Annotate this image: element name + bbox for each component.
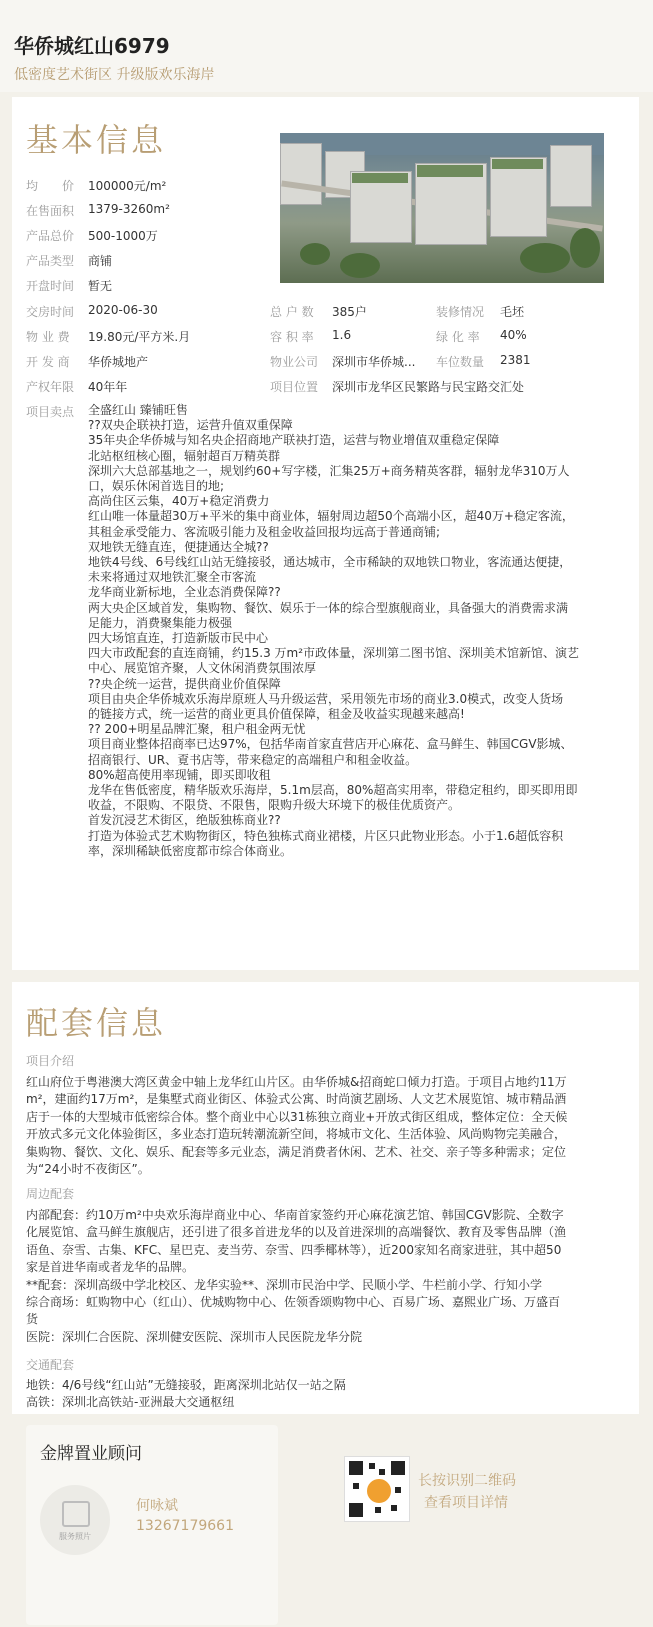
field-value-green-ratio: 40% — [500, 328, 527, 342]
selling-line: 四大市政配套的直连商铺，约15.3 万m²市政体量，深圳第二图书馆、深圳美术馆新馆、演艺 — [88, 646, 580, 661]
selling-line: 口，娱乐休闲首选目的地; — [88, 479, 225, 494]
selling-line: 其租金承受能力、客流吸引能力及租金收益回报均远高于普通商铺; — [88, 524, 441, 539]
selling-line: 全盛红山 臻铺旺售 — [88, 403, 188, 417]
intro-line: 为“24小时不夜街区”。 — [26, 1162, 150, 1177]
nearby-line: 货 — [26, 1312, 39, 1327]
transport-line: 地铁：4/6号线“红山站”无缝接驳，距离深圳北站仅一站之隔 — [26, 1378, 346, 1392]
nearby-text — [26, 1207, 626, 1346]
consultant-phone[interactable]: 13267179661 — [136, 1518, 234, 1534]
field-label: 均 价 — [26, 179, 75, 193]
field-label: 产品类型 — [26, 254, 75, 268]
field-value-total: 500-1000万 — [88, 229, 158, 243]
qr-hint-line1: 长按识别二维码 — [418, 1473, 516, 1489]
basic-info-title: 基本信息 — [26, 121, 167, 159]
transport-label: 交通配套 — [26, 1358, 75, 1372]
selling-line: 深圳六大总部基地之一，规划约60+写字楼，汇集25万+商务精英客群，辐射龙华310万人 — [88, 463, 570, 478]
nearby-line: 综合商场：虹购物中心（红山）、优城购物中心、佐领香颂购物中心、百易广场、嘉熙业广场、万盛百 — [26, 1295, 561, 1310]
page-title: 华侨城红山6979 — [14, 34, 170, 58]
project-photo — [280, 133, 604, 283]
field-value-delivery: 2020-06-30 — [88, 303, 158, 317]
basic-info-card — [12, 97, 639, 970]
avatar[interactable] — [40, 1485, 110, 1555]
field-value-price: 100000元/m² — [88, 179, 167, 193]
intro-text — [26, 1074, 626, 1178]
field-label: 产权年限 — [26, 380, 75, 394]
field-value-type: 商铺 — [88, 254, 113, 268]
field-value-fee: 19.80元/平方米.月 — [88, 330, 191, 344]
intro-line: 红山府位于粤港澳大湾区黄金中轴上龙华红山片区。由华侨城&招商蛇口倾力打造。于项目占地约11万 — [26, 1075, 567, 1089]
field-value-households: 385户 — [332, 305, 367, 319]
field-value-decoration: 毛坯 — [500, 305, 525, 319]
nearby-line: **配套：深圳高级中学北校区、龙华实验**、深圳市民治中学、民顺小学、牛栏前小学、行知小学 — [26, 1277, 543, 1292]
selling-line: 双地铁无缝直连，便捷通达全城?? — [88, 539, 269, 554]
avatar-caption: 服务照片 — [59, 1532, 91, 1541]
field-value-developer: 华侨城地产 — [88, 355, 149, 369]
field-label: 容 积 率 — [270, 330, 314, 344]
selling-points-text — [88, 403, 610, 859]
consultant-card[interactable] — [26, 1425, 278, 1625]
field-value-property-company: 深圳市华侨城... — [332, 355, 416, 369]
page-subtitle: 低密度艺术街区 升级版欢乐海岸 — [14, 67, 215, 83]
qr-hint-line2: 查看项目详情 — [424, 1495, 508, 1511]
transport-line: 高铁：深圳北高铁站-亚洲最大交通枢纽 — [26, 1395, 235, 1410]
selling-line: ??央企统一运营，提供商业价值保障 — [88, 676, 281, 691]
field-label: 产品总价 — [26, 229, 75, 243]
field-label: 物业公司 — [270, 355, 319, 369]
selling-line: 四大场馆直连，打造新版市民中心 — [88, 631, 269, 646]
nearby-label: 周边配套 — [26, 1187, 75, 1201]
selling-line: 未来将通过双地铁汇聚全市客流 — [88, 570, 257, 585]
intro-line: m²，建面约17万m²，是集墅式商业街区、体验式公寓、时尚演艺剧场、人文艺术展览馆、城市精品酒 — [26, 1092, 567, 1107]
selling-line: 收益，不限购、不限贷、不限售，限购升级大环境下的极佳优质资产。 — [88, 798, 461, 813]
nearby-line: 家是首进华南或者龙华的品牌。 — [26, 1260, 195, 1275]
selling-line: 龙华商业新标地，全业态消费保障?? — [88, 585, 281, 600]
qr-code[interactable] — [344, 1456, 410, 1522]
consultant-name: 何咏斌 — [136, 1498, 178, 1514]
selling-line: 地铁4号线、6号线红山站无缝接驳，通达城市，全市稀缺的双地铁口物业，客流通达便捷， — [88, 555, 572, 570]
consultant-title: 金牌置业顾问 — [40, 1444, 142, 1464]
selling-line: ?? 200+明星品牌汇聚，租户租金两无忧 — [88, 722, 306, 737]
selling-points-label: 项目卖点 — [26, 405, 75, 419]
selling-line: 打造为体验式艺术购物街区，特色独栋式商业裙楼，片区只此物业形态。小于1.6超低容积 — [88, 828, 564, 843]
field-label: 开盘时间 — [26, 279, 75, 293]
selling-line: 80%超高使用率现铺，即买即收租 — [88, 767, 271, 782]
selling-line: 项目由央企华侨城欢乐海岸原班人马升级运营，采用领先市场的商业3.0模式，改变人货场 — [88, 691, 564, 706]
selling-line: 的链接方式，统一运营的商业更具价值保障，租金及收益实现越来越高! — [88, 707, 465, 722]
support-info-card — [12, 982, 639, 1414]
nearby-line: 医院：深圳仁合医院、深圳健安医院、深圳市人民医院龙华分院 — [26, 1329, 363, 1344]
selling-line: 两大央企区域首发，集购物、餐饮、娱乐于一体的综合型旗舰商业，具备强大的消费需求满 — [88, 600, 569, 615]
selling-line: ??双央企联袂打造，运营升值双重保障 — [88, 418, 293, 433]
intro-label: 项目介绍 — [26, 1054, 75, 1068]
selling-line: 率，深圳稀缺低密度都市综合体商业。 — [88, 843, 293, 858]
field-label: 开 发 商 — [26, 355, 70, 369]
field-value-location: 深圳市龙华区民繁路与民宝路交汇处 — [332, 380, 525, 394]
nearby-line: 语鱼、奈雪、古集、KFC、星巴克、麦当劳、奈雪、四季椰林等），近200家知名商家进驻，其中超50 — [26, 1242, 562, 1257]
field-label: 绿 化 率 — [436, 330, 480, 344]
selling-line: 首发沉浸艺术街区，绝版独栋商业?? — [88, 813, 281, 828]
field-label: 在售面积 — [26, 204, 75, 218]
photo-icon — [62, 1501, 90, 1527]
field-value-tenure: 40年年 — [88, 380, 128, 394]
field-label: 物 业 费 — [26, 330, 70, 344]
selling-line: 招商银行、UR、覔书店等，带来稳定的高端租户和租金收益。 — [88, 752, 418, 767]
selling-line: 35年央企华侨城与知名央企招商地产联袂打造，运营与物业增值双重稳定保障 — [88, 433, 500, 448]
intro-line: 店于一体的大型城市低密综合体。整个商业中心以31栋独立商业+开放式街区组成，整体定位：全天候 — [26, 1109, 568, 1124]
transport-text — [26, 1377, 626, 1412]
field-value-open: 暂无 — [88, 279, 113, 293]
selling-line: 中心、展览馆齐聚，人文休闲消费氛围浓厚 — [88, 661, 317, 676]
selling-line: 红山唯一体量超30万+平米的集中商业体，辐射周边超50个高端小区，超40万+稳定客流， — [88, 509, 574, 524]
support-info-title: 配套信息 — [26, 1004, 167, 1042]
field-value-area: 1379-3260m² — [88, 202, 170, 216]
field-label: 总 户 数 — [270, 305, 314, 319]
selling-line: 足能力，消费聚集能力极强 — [88, 615, 233, 630]
field-label: 装修情况 — [436, 305, 485, 319]
nearby-line: 内部配套：约10万m²中央欢乐海岸商业中心、华南首家签约开心麻花演艺馆、韩国CGV影院、全数字 — [26, 1208, 564, 1222]
selling-line: 高尚住区云集，40万+稳定消费力 — [88, 494, 270, 509]
field-label: 车位数量 — [436, 355, 485, 369]
nearby-line: 化展览馆、盒马鲜生旗舰店，还引进了很多首进龙华的以及首进深圳的高端餐饮、教育及零售品牌（渔 — [26, 1225, 567, 1240]
qr-logo-icon — [365, 1477, 393, 1505]
selling-line: 北站枢纽核心圈，辐射超百万精英群 — [88, 448, 281, 463]
field-label: 交房时间 — [26, 305, 75, 319]
field-value-parking: 2381 — [500, 353, 531, 367]
field-value-plot-ratio: 1.6 — [332, 328, 352, 342]
intro-line: 集购物、餐饮、文化、娱乐、配套等多元业态，满足消费者休闲、艺术、社交、亲子等多种需求；定位 — [26, 1144, 567, 1159]
field-label: 项目位置 — [270, 380, 319, 394]
page-header — [0, 0, 653, 92]
selling-line: 项目商业整体招商率已达97%，包括华南首家直营店开心麻花、盒马鲜生、韩国CGV影城、 — [88, 737, 573, 752]
selling-line: 龙华在售低密度，精华版欢乐海岸，5.1m层高，80%超高实用率，带稳定租约，即买即用即 — [88, 783, 578, 798]
intro-line: 开放式多元文化体验街区，多业态打造玩转潮流新空间，将城市文化、生活体验、风尚购物完美融合， — [26, 1127, 567, 1142]
